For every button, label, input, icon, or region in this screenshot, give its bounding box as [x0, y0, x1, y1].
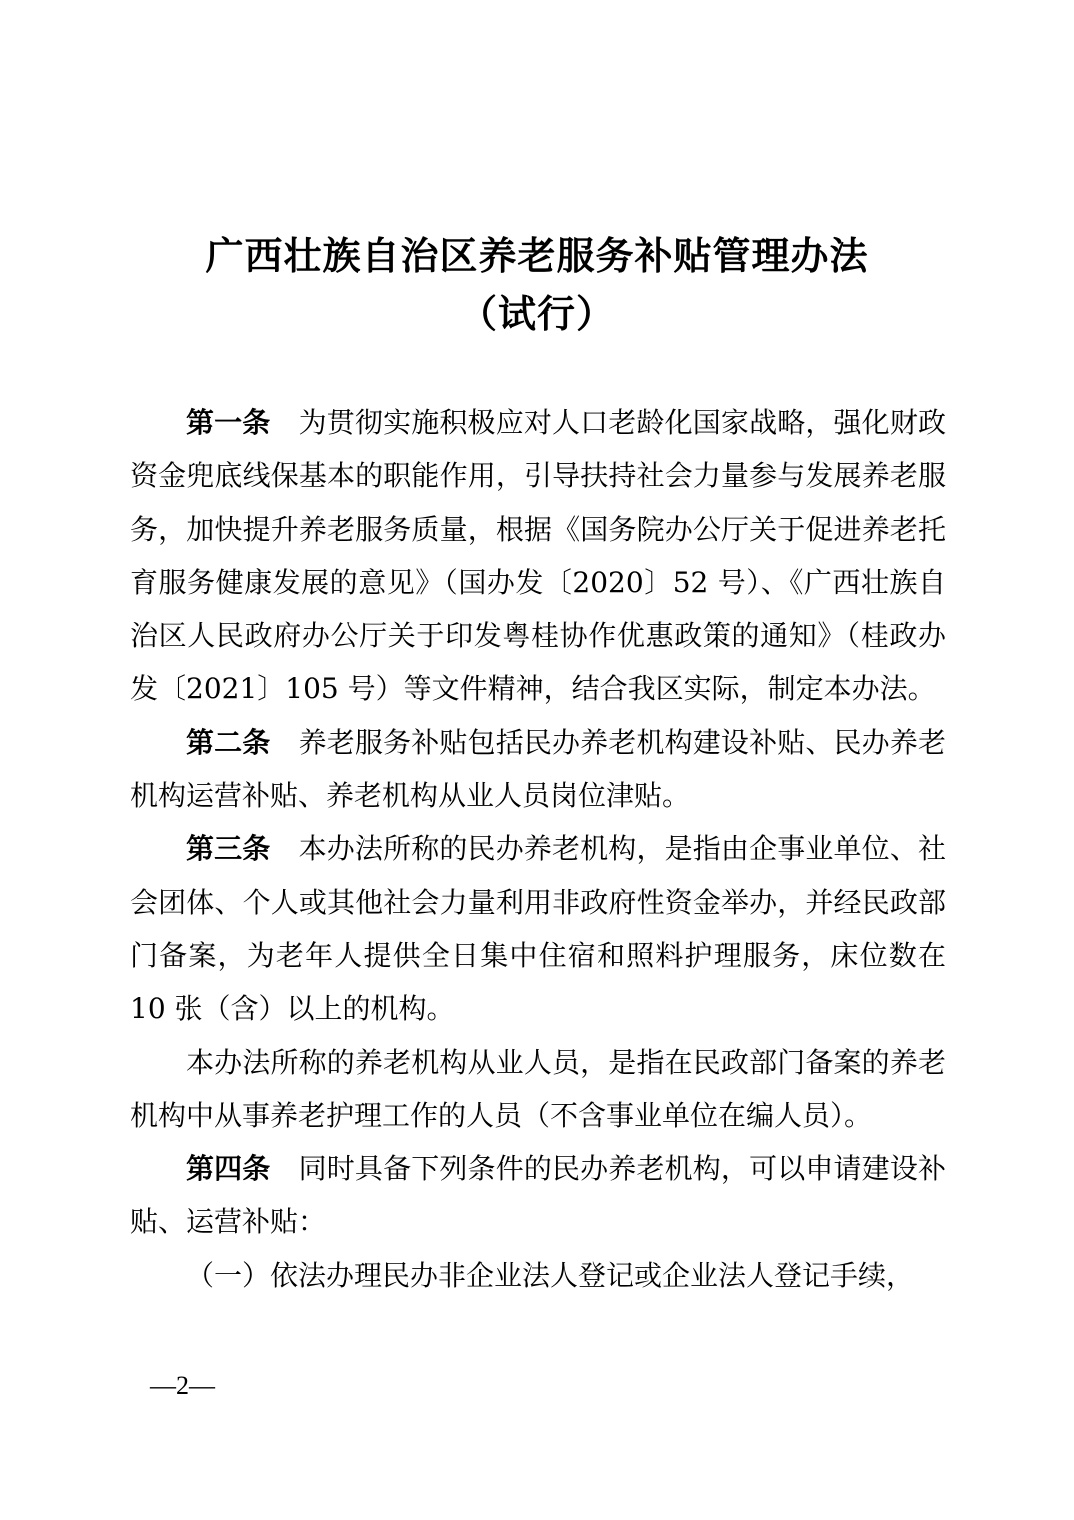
article-text: 本办法所称的养老机构从业人员，是指在民政部门备案的养老机构中从事养老护理工作的人员（不含事业单位在编人员）。	[130, 1045, 946, 1132]
document-subtitle: （试行）	[458, 291, 615, 336]
article-4	[130, 1142, 946, 1249]
article-label: 第四条	[186, 1152, 271, 1186]
article-text: 本办法所称的民办养老机构，是指由企事业单位、社会团体、个人或其他社会力量利用非政府性资金举办，并经民政部门备案，为老年人提供全日集中住宿和照料护理服务，床位数在 10 张（含）以上的机构。	[130, 832, 946, 1026]
article-text: 为贯彻实施积极应对人口老龄化国家战略，强化财政资金兜底线保基本的职能作用，引导扶持社会力量参与发展养老服务，加快提升养老服务质量，根据《国务院办公厅关于促进养老托育服务健康发展的意见》（国办发〔2020〕52 号）、《广西壮族自治区人民政府办公厅关于印发粤桂协作优惠政策的通知》（桂政办发〔2021〕105 号）等文件精神，结合我区实际，制定本办法。	[130, 406, 946, 706]
article-label: 第三条	[186, 832, 271, 866]
article-3	[130, 822, 946, 1035]
article-2	[130, 716, 946, 823]
page-number: —2—	[150, 1371, 215, 1400]
article-text: 同时具备下列条件的民办养老机构，可以申请建设补贴、运营补贴：	[130, 1152, 946, 1239]
article-1	[130, 396, 946, 716]
article-text: （一）依法办理民办非企业法人登记或企业法人登记手续，	[186, 1258, 915, 1292]
article-4-item-1	[130, 1249, 946, 1302]
article-text: 养老服务补贴包括民办养老机构建设补贴、民办养老机构运营补贴、养老机构从业人员岗位津贴。	[130, 725, 946, 813]
article-3-paragraph-2	[130, 1036, 946, 1143]
document-title: 广西壮族自治区养老服务补贴管理办法	[205, 233, 869, 278]
article-label: 第一条	[186, 406, 271, 439]
article-label: 第二条	[186, 725, 271, 759]
document-body	[130, 396, 946, 1302]
